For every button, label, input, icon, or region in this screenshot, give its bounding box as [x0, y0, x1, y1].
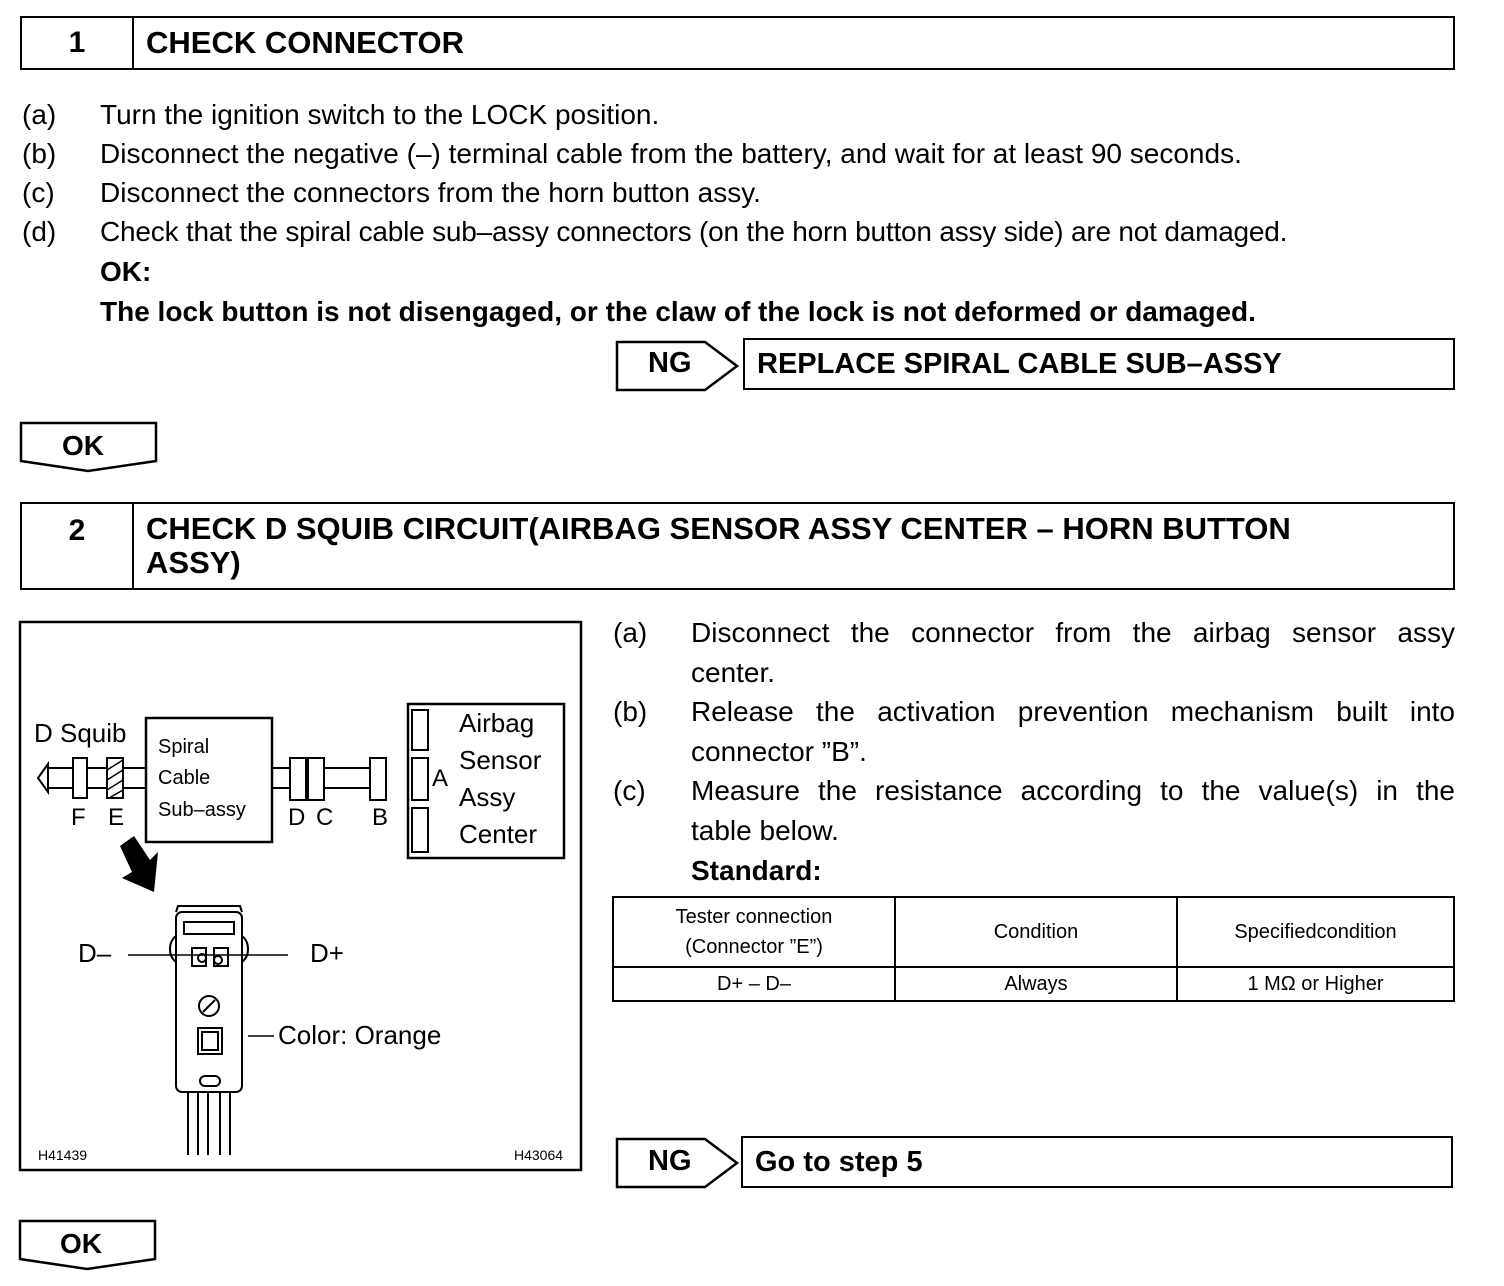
item-text: Disconnect the connector from the airbag sensor assy	[691, 617, 1455, 648]
table-header-cell: Condition	[895, 897, 1177, 967]
sensor-label-2: Sensor	[459, 745, 542, 775]
ok-label-step2: OK	[60, 1228, 102, 1259]
table-cell: D+ – D–	[613, 967, 895, 1001]
step1-title: CHECK CONNECTOR	[146, 25, 465, 60]
item-label: (c)	[22, 177, 55, 208]
sensor-label-3: Assy	[459, 782, 516, 812]
table-row	[613, 967, 1454, 1001]
connector-b	[370, 758, 386, 800]
label-a: A	[432, 765, 449, 792]
step2-title-line2: ASSY)	[146, 545, 241, 580]
d-plus-label: D+	[310, 938, 344, 968]
step1-ng-action: REPLACE SPIRAL CABLE SUB–ASSY	[743, 338, 1455, 390]
color-label: Color: Orange	[278, 1020, 442, 1050]
step1-ok-criteria: The lock button is not disengaged, or the claw of the lock is not deformed or damaged.	[100, 296, 1256, 327]
step2-title-line1: CHECK D SQUIB CIRCUIT(AIRBAG SENSOR ASSY CENTER – HORN BUTTON	[146, 511, 1291, 546]
sensor-label-1: Airbag	[459, 708, 535, 738]
step2-number: 2	[22, 504, 134, 588]
table-header-cell: Specifiedcondition	[1177, 897, 1454, 967]
figure-code-right: H43064	[514, 1147, 564, 1163]
spec-table	[612, 896, 1455, 1002]
step2-item-a-cont: center.	[691, 657, 776, 688]
item-label: (b)	[22, 138, 57, 169]
label-b: B	[372, 804, 389, 831]
ng-label-step2: NG	[648, 1145, 692, 1177]
table-header-cell	[613, 897, 895, 967]
connector-diagram	[18, 620, 584, 1173]
item-label: (d)	[22, 216, 57, 247]
d-squib-label: D Squib	[34, 718, 127, 748]
ok-label-step1: OK	[62, 430, 104, 461]
step1-number: 1	[22, 18, 134, 68]
d-minus-label: D–	[78, 938, 112, 968]
item-text: Turn the ignition switch to the LOCK position.	[100, 99, 660, 130]
figure-code-left: H41439	[38, 1147, 88, 1163]
ng-label-step1: NG	[648, 347, 692, 379]
table-header-row	[613, 897, 1454, 967]
item-label: (b)	[613, 696, 648, 727]
step2-header	[20, 502, 1455, 590]
label-f: F	[71, 804, 86, 831]
connector-d	[290, 758, 306, 800]
table-cell: Always	[895, 967, 1177, 1001]
item-text: Disconnect the connectors from the horn button assy.	[100, 177, 761, 208]
standard-heading: Standard:	[691, 855, 822, 886]
step2-item-c-cont: table below.	[691, 815, 839, 846]
table-cell: 1 MΩ or Higher	[1177, 967, 1454, 1001]
connector-f	[73, 758, 87, 798]
item-text: Check that the spiral cable sub–assy connectors (on the horn button assy side) are not damaged.	[100, 216, 1288, 247]
header-line: Tester connection	[675, 906, 833, 928]
label-d: D	[288, 804, 306, 831]
step1-ok-heading: OK:	[100, 256, 152, 287]
step2-ng-action: Go to step 5	[741, 1136, 1453, 1188]
spiral-label-2: Cable	[158, 767, 211, 789]
label-e: E	[108, 804, 125, 831]
item-text: Release the activation prevention mechanism built into	[691, 696, 1455, 727]
step2-item-b-cont: connector ”B”.	[691, 736, 867, 767]
item-label: (a)	[613, 617, 648, 648]
spiral-label-1: Spiral	[158, 736, 210, 758]
header-line: (Connector ”E”)	[685, 936, 823, 958]
item-text: Measure the resistance according to the value(s) in the	[691, 775, 1455, 806]
step2-title	[134, 504, 1453, 588]
item-label: (c)	[613, 775, 646, 806]
label-c: C	[316, 804, 334, 831]
item-text: Disconnect the negative (–) terminal cable from the battery, and wait for at least 90 seconds.	[100, 138, 1242, 169]
item-label: (a)	[22, 99, 57, 130]
sensor-label-4: Center	[459, 819, 538, 849]
step1-header	[20, 16, 1455, 70]
connector-c	[308, 758, 324, 800]
spiral-label-3: Sub–assy	[158, 799, 246, 821]
